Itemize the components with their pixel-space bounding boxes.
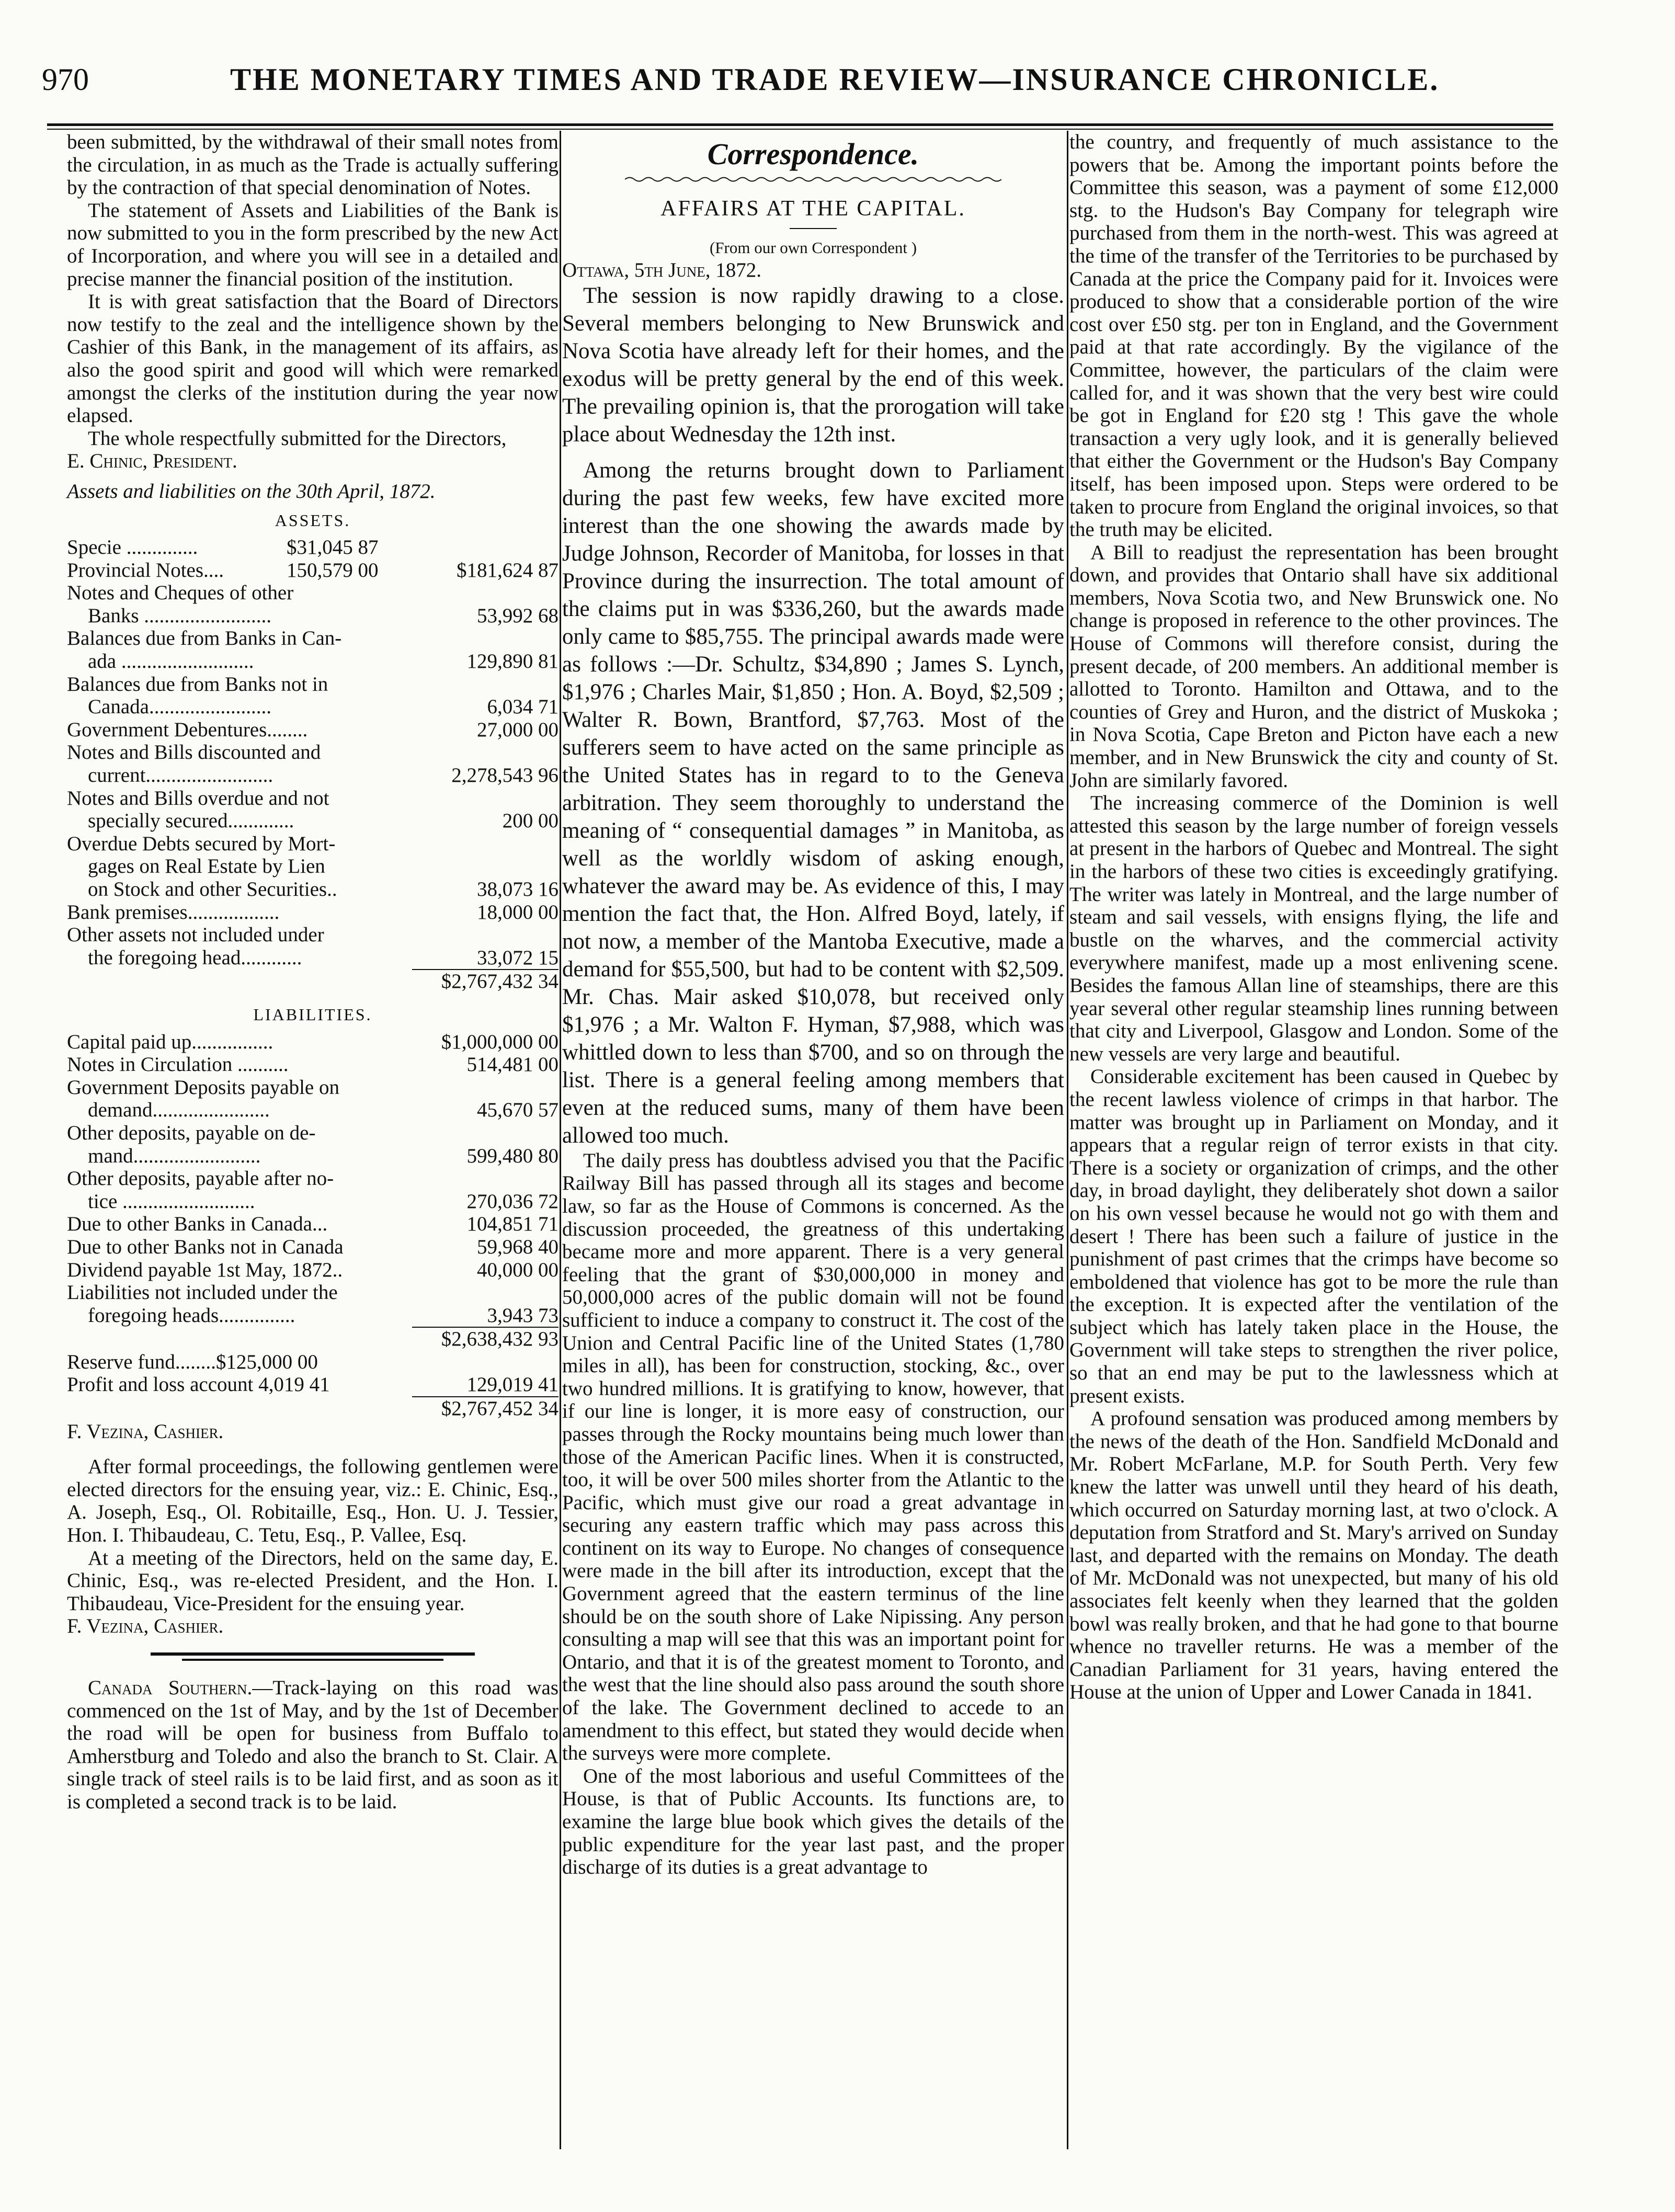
page-header — [42, 62, 1548, 111]
paragraph: The statement of Assets and Liabilities of the Bank is now submitted to you in the form prescribed by the new Act of Incorporation, and where you will see in a detailed and precise manner the financial position of the institution. — [67, 199, 559, 290]
liabilities-heading: LIABILITIES. — [253, 1005, 372, 1024]
section-title: Correspondence. — [707, 137, 919, 171]
table-row: Bank premises.................. 18,000 00 — [67, 900, 559, 923]
column-divider — [1067, 131, 1068, 2149]
table-row: Government Debentures........ 27,000 00 — [67, 718, 559, 741]
paragraph: been submitted, by the withdrawal of their small notes from the circulation, in as much as the Trade is actually suffering by the contraction of that special denomination of Notes. — [67, 131, 559, 199]
table-row: Notes and Cheques of other — [67, 581, 294, 605]
table-row: Provincial Notes.... 150,579 00 $181,624 87 — [67, 558, 559, 581]
news-item-heading: Canada Southern. — [88, 1677, 253, 1699]
table-row: Due to other Banks in Canada... 104,851 71 — [67, 1213, 559, 1236]
paragraph: Considerable excitement has been caused in Quebec by the recent lawless violence of crimps in that harbor. The matter was brought up in Parliament on Monday, and it appears that a regular reign of terror exists in that city. There is a society or organization of crimps, and the other day, in broad daylight, they deliberately shot down a sailor on his own vessel because he would not go with them and desert ! There has been such a failure of justice in the punishment of past crimes that the crimps have become so emboldened that violence has got to be more the rule than the exception. It is expected after the ventilation of the subject which has lately taken place in the House, the Government will take steps to strengthen the river police, so that an end may be put to the lawlessness which at present exists. — [1069, 1065, 1558, 1407]
table-row: gages on Real Estate by Lien — [88, 855, 325, 878]
paragraph: Among the returns brought down to Parliament during the past few weeks, few have excited more interest than the one showing the awards made by Judge Johnson, Recorder of Manitoba, for losses in that Province during the insurrection. The total amount of the claims put in was $336,260, but the awards made only came to $85,755. The principal awards made were as follows :—Dr. Schultz, $34,890 ; James S. Lynch, $1,976 ; Charles Mair, $1,850 ; Hon. A. Boyd, $2,509 ; Walter R. Bown, Brantford, $7,763. Most of the sufferers seem to have acted on the same principle as the United States has in regard to to the Geneva arbitration. They seem thoroughly to understand the meaning of “ consequential damages ” in Manitoba, as well as the worldly wisdom of asking enough, whatever the award may be. As evidence of this, I may mention the fact that, the Hon. Alfred Boyd, lately, if not now, a member of the Mantoba Executive, made a demand for $55,500, but had to be content with $2,509. Mr. Chas. Mair asked $10,078, but received only $1,976 ; a Mr. Walton F. Hyman, $7,988, which was whittled down to less than $700, and so on through the list. There is a general feeling among members that even at the reduced sums, many of them have been allowed too much. — [562, 458, 1064, 1148]
article-title: AFFAIRS AT THE CAPITAL. — [660, 197, 966, 221]
table-row: Notes and Bills discounted and — [67, 741, 321, 764]
assets-table — [67, 536, 559, 993]
ornamental-rule — [151, 1648, 475, 1666]
page-number: 970 — [42, 62, 89, 97]
cashier-signature: F. Vezina, Cashier. — [67, 1420, 224, 1443]
masthead-title: THE MONETARY TIMES AND TRADE REVIEW—INSURANCE CHRONICLE. — [230, 62, 1440, 97]
table-row: the foregoing head............ 33,072 15 — [88, 946, 559, 969]
table-row: Profit and loss account 4,019 41 129,019 41 — [67, 1373, 559, 1396]
table-row: Other deposits, payable after no- — [67, 1167, 334, 1190]
column-divider — [560, 131, 561, 2149]
table-row: tice .......................... 270,036 72 — [88, 1190, 559, 1213]
paragraph: A Bill to readjust the representation has been brought down, and provides that Ontario shall have six additional members, Nova Scotia two, and New Brunswick one. No change is proposed in reference to the other provinces. The House of Commons will therefore consist, during the present decade, of 200 members. An additional member is allotted to Toronto. Hamilton and Ottawa, and to the counties of Grey and Huron, and the district of Muskoka ; in Nova Scotia, Cape Breton and Picton have each a new member, and in New Brunswick the city and county of St. John are similarly favored. — [1069, 541, 1558, 792]
paragraph: After formal proceedings, the following gentlemen were elected directors for the ensuing year, viz.: E. Chinic, Esq., A. Joseph, Esq., Ol. Robitaille, Esq., Hon. U. J. Tessier, Hon. I. Thibaudeau, C. Tetu, Esq., P. Vallee, Esq. — [67, 1455, 559, 1547]
table-row: on Stock and other Securities.. 38,073 16 — [88, 878, 559, 900]
paragraph: It is with great satisfaction that the Board of Directors now testify to the zeal and the intelligence shown by the Cashier of this Bank, in the management of its affairs, as also the good spirit and good will which were remarked amongst the clerks of the institution during the year now elapsed. — [67, 290, 559, 427]
table-row: Balances due from Banks not in — [67, 672, 328, 695]
paragraph: The daily press has doubtless advised you that the Pacific Railway Bill has passed through all its stages and become law, so far as the House of Commons is concerned. As the discussion proceeded, the greatness of this undertaking became more and more apparent. There is a very general feeling that the grant of $30,000,000 in money and 50,000,000 acres of the public domain will not be found sufficient to induce a company to construct it. The cost of the Union and Central Pacific line of the United States (1,780 miles in all), has been for construction, stocking, &c., over two hundred millions. It is gratifying to know, however, that if our line is longer, it is more easy of construction, our passes through the Rocky mountains being much lower than those of the American Pacific lines. When it is constructed, too, it will be over 500 miles shorter from the Atlantic to the Pacific, which must give our road a great advantage in securing any eastern traffic which may pass across this continent on its way to Europe. No changes of consequence were made in the bill after its introduction, except that the Government agreed that the eastern terminus of the line should be on the south shore of Lake Nipissing. Any person consulting a map will see that this was an important point for Ontario, and that it is of the greatest moment to Toronto, and the west that the line should also pass around the south shore of the lake. The Government declined to accede to an amendment to this effect, but stated they would decide when the surveys were more complete. — [562, 1149, 1064, 1765]
byline: (From our own Correspondent ) — [709, 238, 917, 257]
table-row: ada .......................... 129,890 81 — [88, 650, 559, 673]
cashier-signature: F. Vezina, Cashier. — [67, 1615, 224, 1638]
table-row: Reserve fund........$125,000 00 — [67, 1350, 318, 1373]
paragraph: the country, and frequently of much assistance to the powers that be. Among the important points before the Committee this season, was a payment of some £12,000 stg. to the Hudson's Bay Company for telegraph wire purchased from them in the north-west. This was agreed at the time of the transfer of the Territories to be purchased by Canada at the price the Company paid for it. Invoices were produced to show that a considerable portion of the wire cost over £50 stg. per ton in England, and the Government paid at that rate accordingly. By the vigilance of the Committee, however, the particulars of the claim were called for, and it was shown that the very best wire could be got in England for £20 stg ! This gave the whole transaction a very ugly look, and it is generally believed that either the Government or the Hudson's Bay Company itself, has been imposed upon. Steps were ordered to be taken to procure from England the original invoices, so that the truth may be elicited. — [1069, 131, 1558, 541]
table-row: Specie .............. $31,045 87 — [67, 536, 379, 559]
table-row: specially secured............. 200 00 — [88, 809, 559, 833]
paragraph: At a meeting of the Directors, held on the same day, E. Chinic, Esq., was re-elected President, and the Hon. I. Thibaudeau, Vice-President for the ensuing year. — [67, 1546, 559, 1615]
president-signature: E. Chinic, President. — [67, 450, 237, 473]
table-row: current......................... 2,278,543 96 — [88, 764, 559, 787]
paragraph: One of the most laborious and useful Committees of the House, is that of Public Accounts. Its functions are, to examine the large blue book which gives the details of the public expenditure for the year last past, and the proper discharge of its duties is a great advantage to — [562, 1764, 1064, 1879]
liabilities-table — [67, 1031, 559, 1420]
table-row: Balances due from Banks in Can- — [67, 627, 342, 650]
assets-heading: ASSETS. — [275, 510, 351, 530]
table-row: Capital paid up................ $1,000,000 00 — [67, 1030, 559, 1053]
paragraph: The session is now rapidly drawing to a close. Several members belonging to New Brunswick and Nova Scotia have already left for their homes, and the exodus will be pretty general by the end of this week. The prevailing opinion is, that the prorogation will take place about Wednesday the 12th inst. — [562, 283, 1064, 447]
table-row: mand......................... 599,480 80 — [88, 1144, 559, 1167]
table-row: Due to other Banks not in Canada 59,968 40 — [67, 1235, 559, 1258]
header-rule — [47, 123, 1553, 126]
column-right — [1069, 131, 1558, 1704]
column-middle — [562, 131, 1064, 1879]
news-item-body: —Track-laying on this road was commenced on the 1st of May, and by the 1st of December the road will be open for business from Buffalo to Amherstburg and Toledo and also the branch to St. Clair. A single track of steel rails is to be laid first, and as soon as it is completed a second track is to be laid. — [67, 1677, 559, 1813]
table-row: foregoing heads............... 3,943 73 — [88, 1304, 559, 1327]
paragraph: The whole respectfully submitted for the Directors, — [88, 427, 507, 450]
table-row: Notes and Bills overdue and not — [67, 786, 329, 809]
short-rule — [790, 228, 837, 229]
table-row: Overdue Debts secured by Mort- — [67, 832, 336, 855]
wavy-rule — [625, 176, 1001, 183]
table-row: Dividend payable 1st May, 1872.. 40,000 00 — [67, 1258, 559, 1281]
total-row: $2,767,452 34 — [441, 1397, 559, 1420]
table-row: Other assets not included under — [67, 923, 324, 947]
table-row: Banks ......................... 53,992 68 — [88, 604, 559, 627]
news-item — [67, 1677, 559, 1814]
table-row: Liabilities not included under the — [67, 1281, 338, 1304]
table-row: Canada........................ 6,034 71 — [88, 695, 559, 719]
paragraph: The increasing commerce of the Dominion is well attested this season by the large number of foreign vessels at present in the harbors of Quebec and Montreal. The sight in the harbors of these two cities is exceedingly gratifying. The writer was lately in Montreal, and the large number of steam and sail vessels, with ensigns flying, the life and bustle on the wharves, and the commercial activity everywhere manifest, made up a most enlivening scene. Besides the famous Allan line of steamships, there are this year several other regular steamship lines running between that city and Liverpool, Glasgow and London. Some of the new vessels are very large and beautiful. — [1069, 792, 1558, 1065]
dateline: Ottawa, 5th June, 1872. — [562, 259, 761, 282]
total-row: $2,767,432 34 — [441, 970, 559, 993]
table-row: demand....................... 45,670 57 — [88, 1099, 559, 1122]
subtotal-row: $2,638,432 93 — [441, 1328, 559, 1351]
header-rule-thin — [47, 129, 1553, 130]
column-left — [67, 131, 559, 1814]
table-row: Notes in Circulation .......... 514,481 00 — [67, 1053, 559, 1076]
paragraph: A profound sensation was produced among members by the news of the death of the Hon. Sandfield McDonald and Mr. Robert McFarlane, M.P. for South Perth. Very few knew the latter was unwell until they heard of his death, which occurred on Saturday morning last, at two o'clock. A deputation from Stratford and St. Mary's arrived on Sunday last, and departed with the remains on Monday. The death of Mr. McDonald was not unexpected, but many of his old associates felt keenly when they learned that the golden bowl was really broken, and that he had gone to that bourne whence no traveller returns. He was a member of the Canadian Parliament for 31 years, having entered the House at the union of Upper and Lower Canada in 1841. — [1069, 1407, 1558, 1704]
table-row: Other deposits, payable on de- — [67, 1121, 316, 1144]
statement-title: Assets and liabilities on the 30th April, 1872. — [67, 480, 436, 503]
table-row: Government Deposits payable on — [67, 1076, 339, 1099]
